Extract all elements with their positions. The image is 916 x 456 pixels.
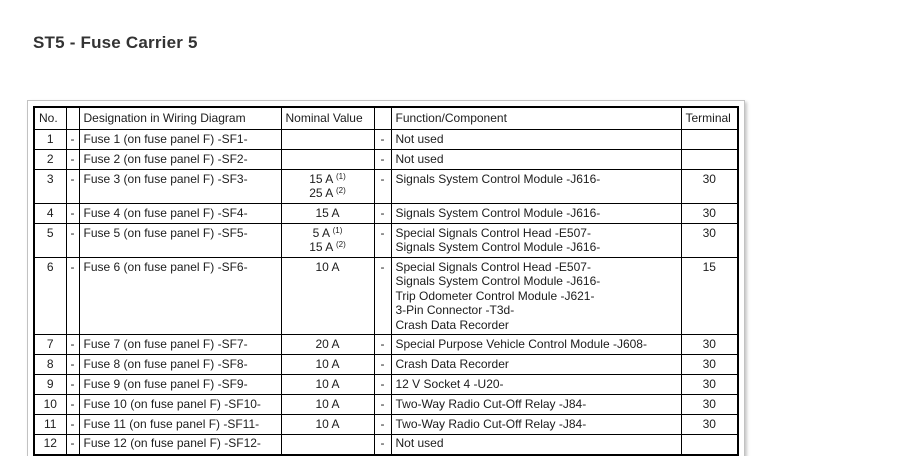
- cell-dash-separator: -: [374, 129, 391, 149]
- cell-designation: Fuse 5 (on fuse panel F) -SF5-: [79, 223, 281, 257]
- cell-terminal: [681, 149, 738, 169]
- table-row: [34, 169, 738, 203]
- table-header-row: [34, 107, 738, 129]
- cell-dash-separator: -: [374, 435, 391, 455]
- cell-nominal-value: 10 A: [281, 395, 374, 415]
- cell-designation: Fuse 12 (on fuse panel F) -SF12-: [79, 435, 281, 455]
- table-row: [34, 395, 738, 415]
- cell-dash-separator: -: [66, 375, 79, 395]
- cell-function-component: 12 V Socket 4 -U20-: [391, 375, 681, 395]
- cell-nominal-value: 10 A: [281, 415, 374, 435]
- cell-dash-separator: -: [66, 257, 79, 335]
- cell-function-component: Special Signals Control Head -E507- Signals System Control Module -J616-: [391, 223, 681, 257]
- cell-dash-separator: -: [374, 257, 391, 335]
- cell-function-component: Two-Way Radio Cut-Off Relay -J84-: [391, 395, 681, 415]
- table-row: [34, 149, 738, 169]
- nominal-footnote-ref: (2): [335, 186, 346, 195]
- table-row: [34, 435, 738, 455]
- cell-dash-separator: -: [374, 203, 391, 223]
- cell-fuse-number: 10: [34, 395, 66, 415]
- cell-terminal: 15: [681, 257, 738, 335]
- cell-dash-separator: -: [374, 395, 391, 415]
- cell-function-component: Two-Way Radio Cut-Off Relay -J84-: [391, 415, 681, 435]
- cell-dash-separator: -: [374, 335, 391, 355]
- cell-function-component: Special Purpose Vehicle Control Module -J608-: [391, 335, 681, 355]
- cell-dash-separator: -: [374, 415, 391, 435]
- cell-terminal: 30: [681, 203, 738, 223]
- cell-designation: Fuse 4 (on fuse panel F) -SF4-: [79, 203, 281, 223]
- cell-function-component: Crash Data Recorder: [391, 355, 681, 375]
- cell-fuse-number: 6: [34, 257, 66, 335]
- cell-designation: Fuse 6 (on fuse panel F) -SF6-: [79, 257, 281, 335]
- cell-designation: Fuse 1 (on fuse panel F) -SF1-: [79, 129, 281, 149]
- cell-dash-separator: -: [66, 223, 79, 257]
- cell-function-component: Signals System Control Module -J616-: [391, 203, 681, 223]
- cell-function-component: Not used: [391, 149, 681, 169]
- header-function-component: Function/Component: [391, 107, 681, 129]
- cell-terminal: [681, 435, 738, 455]
- cell-dash-separator: -: [66, 415, 79, 435]
- header-terminal: Terminal: [681, 107, 738, 129]
- cell-nominal-value: 10 A: [281, 355, 374, 375]
- cell-dash-separator: -: [374, 375, 391, 395]
- cell-designation: Fuse 7 (on fuse panel F) -SF7-: [79, 335, 281, 355]
- cell-nominal-value: 15 A $^{(1)}$ 25 A $^{(2)}$: [281, 169, 374, 203]
- cell-nominal-value: 15 A: [281, 203, 374, 223]
- cell-terminal: 30: [681, 223, 738, 257]
- cell-nominal-value: [281, 129, 374, 149]
- fuse-table-frame: [27, 100, 745, 456]
- header-dash-separator: [374, 107, 391, 129]
- cell-nominal-value: 5 A $^{(1)}$ 15 A $^{(2)}$: [281, 223, 374, 257]
- cell-function-component: Special Signals Control Head -E507- Signals System Control Module -J616- Trip Odometer Control Module -J621- 3-Pin Connector -T3d- Crash Data Recorder: [391, 257, 681, 335]
- cell-terminal: 30: [681, 375, 738, 395]
- table-row: [34, 257, 738, 335]
- cell-terminal: 30: [681, 169, 738, 203]
- table-row: [34, 375, 738, 395]
- fuse-carrier-table: [33, 106, 739, 456]
- cell-dash-separator: -: [66, 149, 79, 169]
- cell-nominal-value: 20 A: [281, 335, 374, 355]
- table-row: [34, 203, 738, 223]
- page-title: ST5 - Fuse Carrier 5: [33, 33, 198, 52]
- nominal-footnote-ref: (1): [335, 171, 346, 181]
- header-dash-separator: [66, 107, 79, 129]
- cell-function-component: Not used: [391, 435, 681, 455]
- cell-fuse-number: 9: [34, 375, 66, 395]
- cell-terminal: 30: [681, 335, 738, 355]
- cell-designation: Fuse 9 (on fuse panel F) -SF9-: [79, 375, 281, 395]
- cell-dash-separator: -: [66, 355, 79, 375]
- cell-designation: Fuse 10 (on fuse panel F) -SF10-: [79, 395, 281, 415]
- nominal-footnote-ref: (2): [335, 240, 346, 249]
- cell-dash-separator: -: [66, 395, 79, 415]
- cell-fuse-number: 8: [34, 355, 66, 375]
- cell-dash-separator: -: [374, 169, 391, 203]
- cell-fuse-number: 5: [34, 223, 66, 257]
- cell-nominal-value: [281, 149, 374, 169]
- cell-fuse-number: 3: [34, 169, 66, 203]
- cell-dash-separator: -: [66, 169, 79, 203]
- cell-terminal: 30: [681, 395, 738, 415]
- cell-dash-separator: -: [374, 355, 391, 375]
- cell-fuse-number: 7: [34, 335, 66, 355]
- table-row: [34, 415, 738, 435]
- cell-dash-separator: -: [374, 149, 391, 169]
- header-designation: Designation in Wiring Diagram: [79, 107, 281, 129]
- cell-dash-separator: -: [66, 435, 79, 455]
- cell-fuse-number: 1: [34, 129, 66, 149]
- cell-designation: Fuse 3 (on fuse panel F) -SF3-: [79, 169, 281, 203]
- cell-terminal: [681, 129, 738, 149]
- cell-nominal-value: [281, 435, 374, 455]
- cell-function-component: Not used: [391, 129, 681, 149]
- nominal-footnote-ref: (1): [332, 225, 343, 235]
- cell-fuse-number: 4: [34, 203, 66, 223]
- table-row: [34, 223, 738, 257]
- cell-function-component: Signals System Control Module -J616-: [391, 169, 681, 203]
- table-row: [34, 355, 738, 375]
- cell-dash-separator: -: [66, 203, 79, 223]
- table-row: [34, 129, 738, 149]
- cell-designation: Fuse 11 (on fuse panel F) -SF11-: [79, 415, 281, 435]
- cell-fuse-number: 11: [34, 415, 66, 435]
- cell-fuse-number: 12: [34, 435, 66, 455]
- cell-dash-separator: -: [66, 335, 79, 355]
- table-row: [34, 335, 738, 355]
- cell-terminal: 30: [681, 355, 738, 375]
- cell-designation: Fuse 2 (on fuse panel F) -SF2-: [79, 149, 281, 169]
- cell-nominal-value: 10 A: [281, 257, 374, 335]
- cell-nominal-value: 10 A: [281, 375, 374, 395]
- cell-dash-separator: -: [66, 129, 79, 149]
- cell-designation: Fuse 8 (on fuse panel F) -SF8-: [79, 355, 281, 375]
- cell-terminal: 30: [681, 415, 738, 435]
- cell-dash-separator: -: [374, 223, 391, 257]
- header-no: No.: [34, 107, 66, 129]
- cell-fuse-number: 2: [34, 149, 66, 169]
- header-nominal-value: Nominal Value: [281, 107, 374, 129]
